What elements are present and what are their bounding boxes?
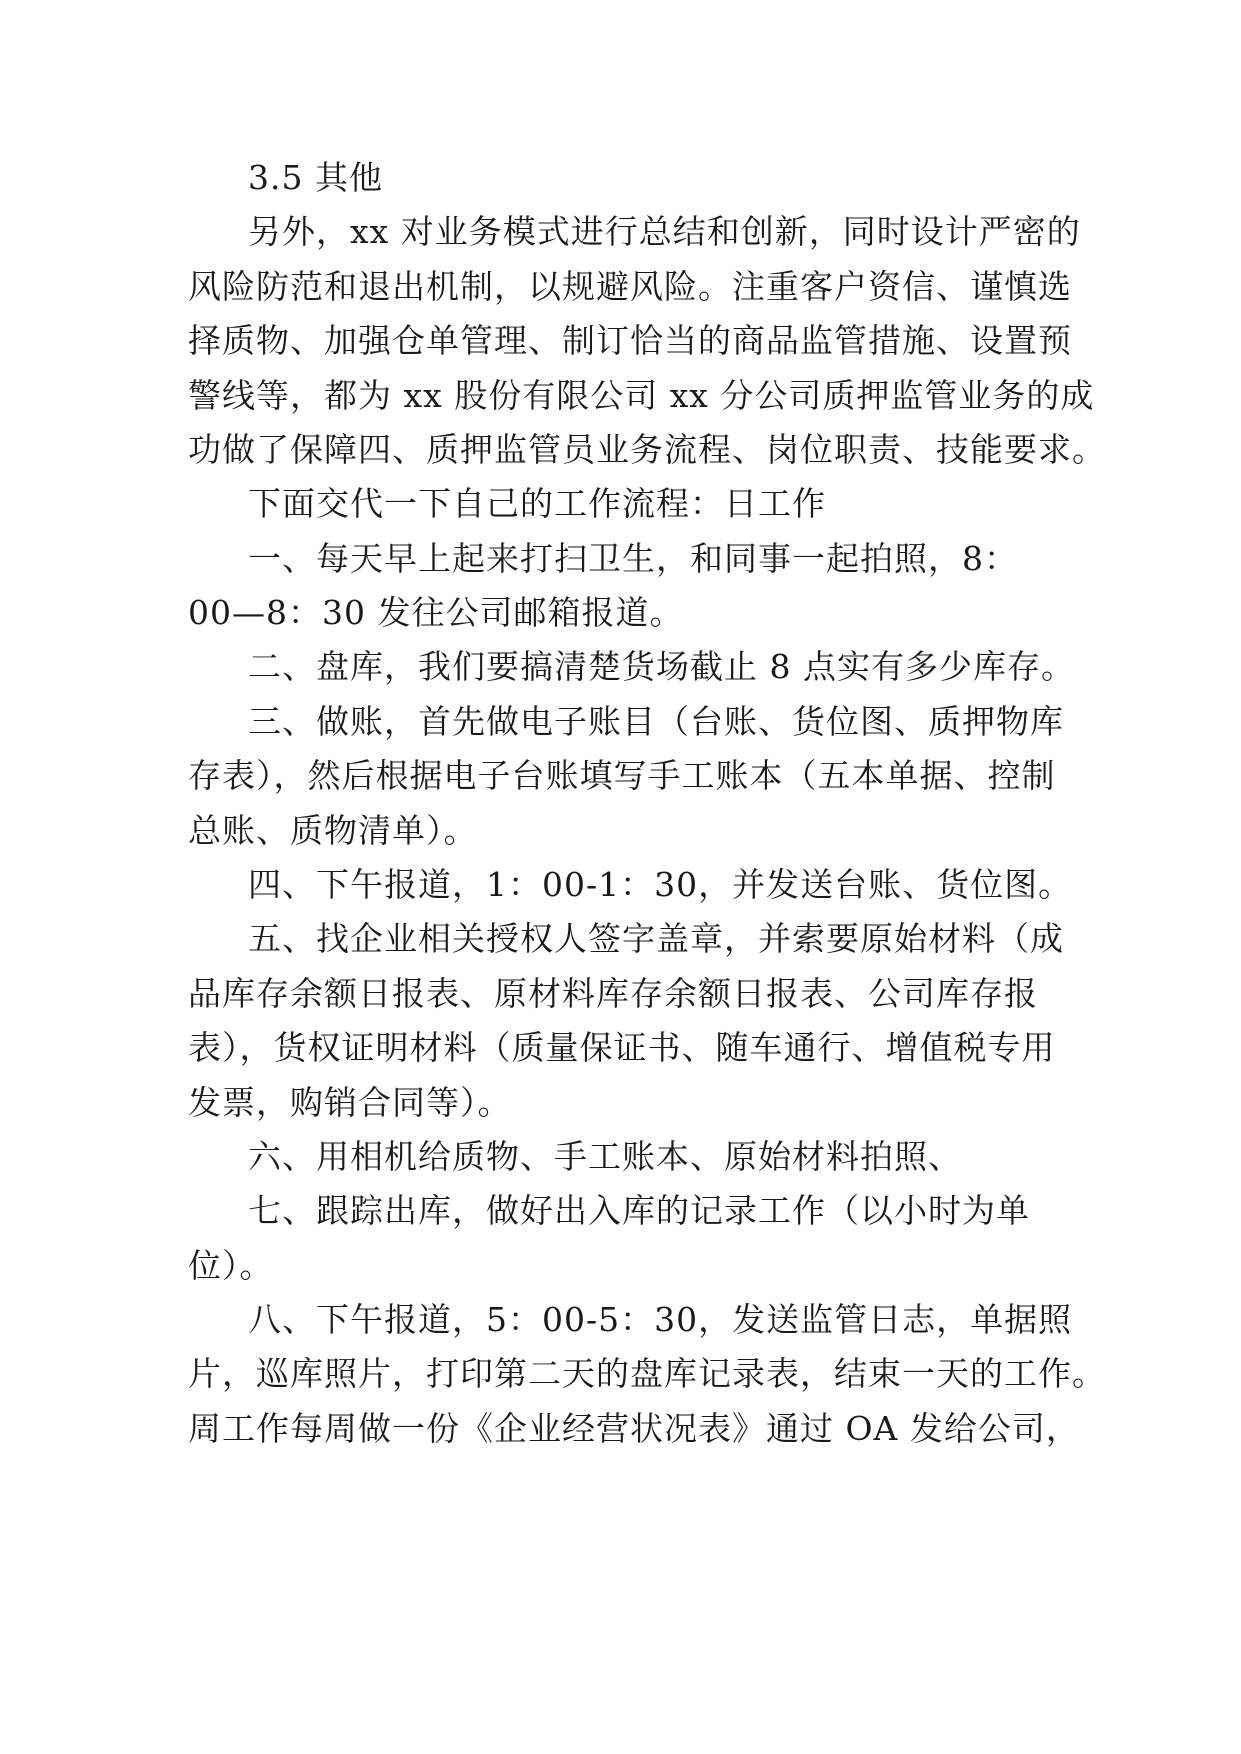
paragraph-line: 周工作每周做一份《企业经营状况表》通过 OA 发给公司， [188,1409,1080,1448]
paragraph-line: 警线等，都为 xx 股份有限公司 xx 分公司质押监管业务的成 [188,376,1095,415]
list-item-line: 六、用相机给质物、手工账本、原始材料拍照、 [248,1137,962,1176]
list-item-line: 表），货权证明材料（质量保证书、随车通行、增值税专用 [188,1028,1056,1067]
list-item-line: 七、跟踪出库，做好出入库的记录工作（以小时为单 [248,1191,1030,1230]
list-item-line: 五、找企业相关授权人签字盖章，并索要原始材料（成 [248,919,1064,958]
list-item-line: 品库存余额日报表、原材料库存余额日报表、公司库存报 [188,974,1038,1013]
list-item-line: 位）。 [188,1246,274,1285]
list-item-line: 一、每天早上起来打扫卫生，和同事一起拍照，8： [248,539,1018,578]
list-item-line: 00—8：30 发往公司邮箱报道。 [188,593,684,632]
paragraph-line: 择质物、加强仓单管理、制订恰当的商品监管措施、设置预 [188,321,1072,360]
list-item-line: 八、下午报道，5：00-5：30，发送监管日志，单据照 [248,1300,1073,1339]
list-item-line: 存表），然后根据电子台账填写手工账本（五本单据、控制 [188,756,1056,795]
paragraph-line: 另外，xx 对业务模式进行总结和创新，同时设计严密的 [248,212,1081,251]
section-heading: 3.5 其他 [248,158,383,197]
list-item-line: 二、盘库，我们要搞清楚货场截止 8 点实有多少库存。 [248,647,1075,686]
list-item-line: 总账、质物清单）。 [188,811,478,850]
list-item-line: 发票，购销合同等）。 [188,1083,512,1122]
list-item-line: 三、做账，首先做电子账目（台账、货位图、质押物库 [248,702,1064,741]
list-item-line: 片，巡库照片，打印第二天的盘库记录表，结束一天的工作。 [188,1354,1106,1393]
paragraph-line: 风险防范和退出机制，以规避风险。注重客户资信、谨慎选 [188,267,1072,306]
paragraph-line: 下面交代一下自己的工作流程：日工作 [248,484,826,523]
paragraph-line: 功做了保障四、质押监管员业务流程、岗位职责、技能要求。 [188,430,1106,469]
list-item-line: 四、下午报道，1：00-1：30，并发送台账、货位图。 [248,865,1073,904]
